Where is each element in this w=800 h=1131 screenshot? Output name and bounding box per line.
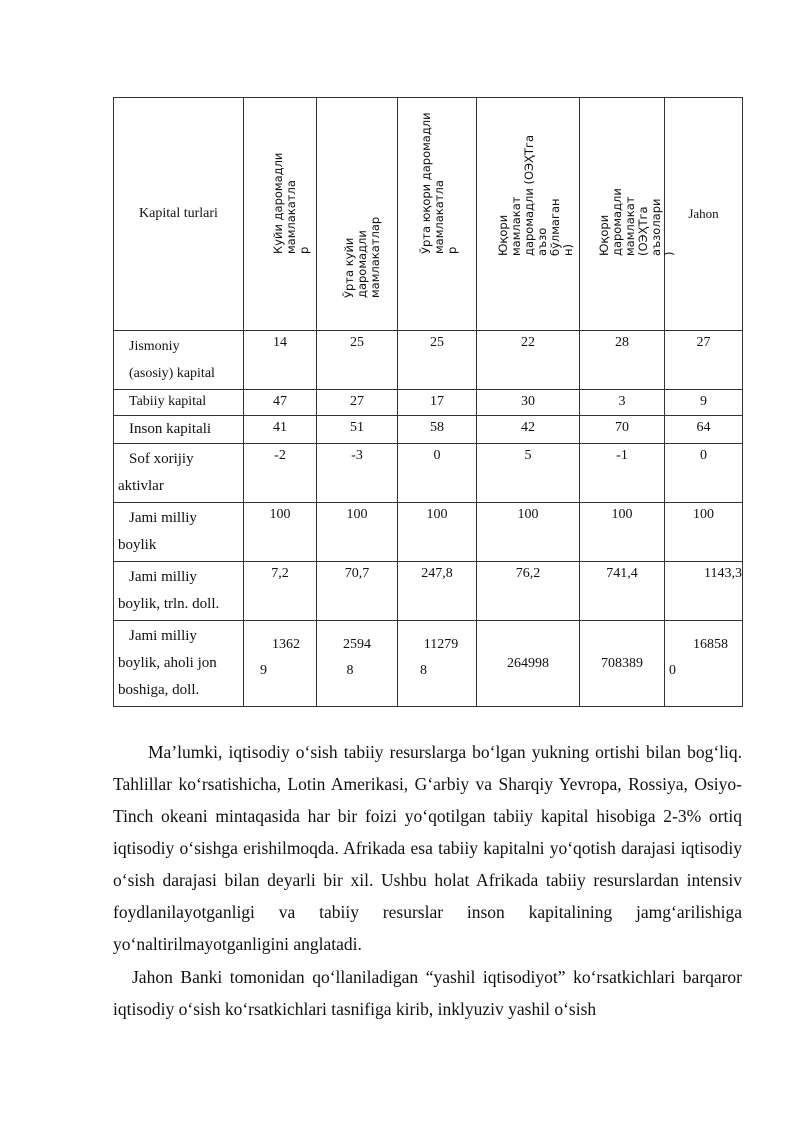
cell: 27 [665,331,743,390]
cell: 1362 9 [244,621,317,707]
table-row [114,621,743,707]
cell: 100 [580,503,665,562]
header-high-income-non-oecd: Юқори мамлакат даромадли (ОЭҲТга аъзо бўлмаган н) [477,98,580,331]
table-row [114,331,743,390]
cell: 741,4 [580,562,665,621]
row-label: Jismoniy (asosiy) kapital [114,331,244,390]
header-lower-middle-income: Ўрта куйи даромадли мамлакатлар [317,98,398,331]
cell: 25 [317,331,398,390]
cell: 70 [580,416,665,444]
row-label: Jami milliy boylik [114,503,244,562]
cell: 264998 [477,621,580,707]
cell: 14 [244,331,317,390]
cell: 1143,3 [665,562,743,621]
cell: 100 [244,503,317,562]
cell: -2 [244,444,317,503]
cell: 247,8 [398,562,477,621]
cell: 100 [477,503,580,562]
cell: 5 [477,444,580,503]
cell: 16858 0 [665,621,743,707]
row-label: Jami milliy boylik, aholi jon boshiga, doll. [114,621,244,707]
header-upper-middle-income: Ўрта юқори даромадли мамлакатла р [398,98,477,331]
cell: 0 [665,444,743,503]
header-high-income-oecd: Юқори даромадли мамлакат (ОЭҲТга аъзолари ) [580,98,665,331]
cell: 708389 [580,621,665,707]
cell: 100 [398,503,477,562]
cell: 7,2 [244,562,317,621]
cell: 30 [477,390,580,416]
table-header-row [114,98,743,331]
cell: -1 [580,444,665,503]
cell: 70,7 [317,562,398,621]
cell: 9 [665,390,743,416]
row-label: Jami milliy boylik, trln. doll. [114,562,244,621]
row-label: Sof xorijiy aktivlar [114,444,244,503]
table-row [114,562,743,621]
cell: 2594 8 [317,621,398,707]
cell: 17 [398,390,477,416]
cell: -3 [317,444,398,503]
table-row [114,416,743,444]
cell: 100 [317,503,398,562]
cell: 100 [665,503,743,562]
table-row [114,444,743,503]
cell: 58 [398,416,477,444]
cell: 51 [317,416,398,444]
row-label: Inson kapitali [114,416,244,444]
table-row [114,390,743,416]
row-label: Tabiiy kapital [114,390,244,416]
header-world: Jahon [665,98,743,331]
cell: 64 [665,416,743,444]
paragraph-natural-resources: Ma’lumki, iqtisodiy o‘sish tabiiy resurslarga bo‘lgan yukning ortishi bilan bog‘liq. Tahlillar ko‘rsatishicha, Lotin Amerikasi, G‘arbiy va Sharqiy Yevropa, Rossiya, Osiyo-Tinch okeani mintaqasida har bir foizi yo‘qotilgan tabiiy kapital hisobiga 2-3% ortiq iqtisodiy o‘sishga erishilmoqda. Afrikada esa tabiiy kapitalni yo‘qotish darajasi iqtisodiy o‘sish darajasi bilan deyarli bir xil. Ushbu holat Afrikada tabiiy resurslardan intensiv foydlanilayotganligi va tabiiy resurslar inson kapitalining jamg‘arilishiga yo‘naltirilmayotganligini anglatadi. [113,742,742,954]
cell: 76,2 [477,562,580,621]
cell: 47 [244,390,317,416]
capital-table [113,97,743,707]
cell: 3 [580,390,665,416]
paragraph-green-economy: Jahon Banki tomonidan qo‘llaniladigan “yashil iqtisodiyot” ko‘rsatkichlari barqaror iqtisodiy o‘sish ko‘rsatkichlari tasnifiga kirib, inklyuziv yashil o‘sish [113,967,742,1019]
table-row [114,503,743,562]
cell: 0 [398,444,477,503]
cell: 11279 8 [398,621,477,707]
cell: 27 [317,390,398,416]
header-low-income: Куйи даромадли мамлакатла р [244,98,317,331]
cell: 28 [580,331,665,390]
cell: 41 [244,416,317,444]
cell: 22 [477,331,580,390]
header-capital-types: Kapital turlari [114,98,244,331]
cell: 25 [398,331,477,390]
cell: 42 [477,416,580,444]
